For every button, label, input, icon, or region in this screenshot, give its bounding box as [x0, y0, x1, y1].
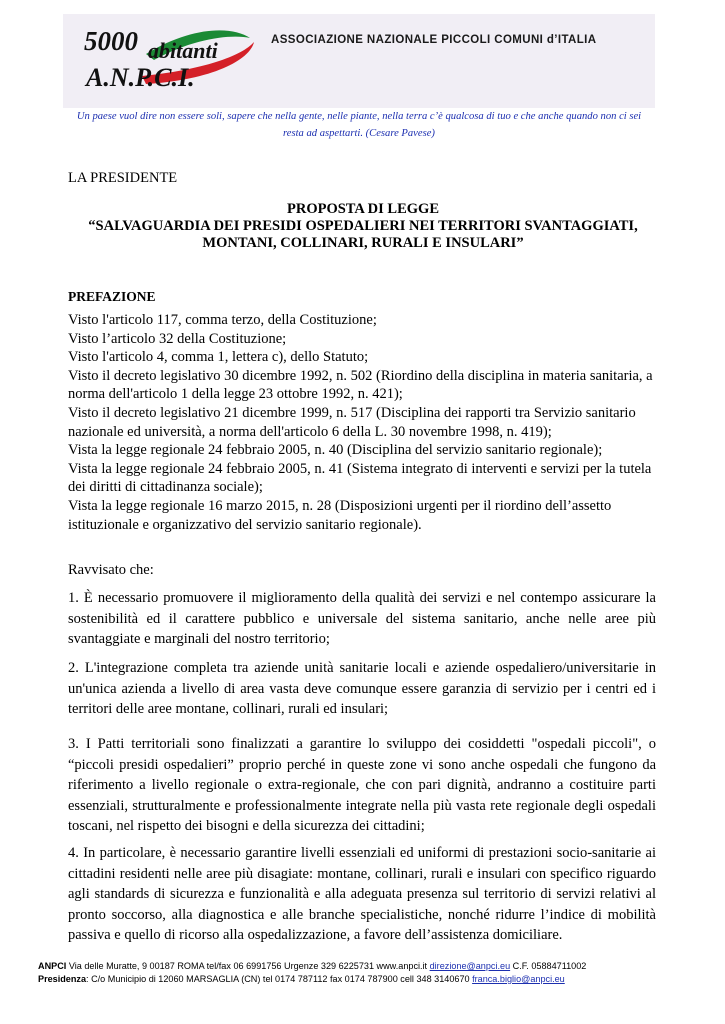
- quote-line-2: resta ad aspettarti. (Cesare Pavese): [283, 128, 435, 139]
- organization-name: ASSOCIAZIONE NAZIONALE PICCOLI COMUNI d’ITALIA: [271, 34, 597, 46]
- logo-acronym: A.N.P.C.I.: [86, 63, 195, 92]
- title-line-1: PROPOSTA DI LEGGE: [286, 201, 439, 217]
- paragraph-1: 1. È necessario promuovere il miglioramento della qualità dei servizi e nel contempo assicurare la sostenibilità ed il carattere pubblico e universale del sistema sanitario, anche nelle aree più svantaggiate e marginali del nostro territorio;: [68, 590, 656, 648]
- footer-address: Via delle Muratte, 9 00187 ROMA tel/fax 06 6991756 Urgenze 329 6225731 www.anpci.it: [66, 961, 430, 971]
- anpci-logo: [82, 20, 260, 100]
- footer-line-2: [38, 973, 698, 986]
- visto-item: Visto il decreto legislativo 21 dicembre 1999, n. 517 (Disciplina dei rapporti tra Servizio sanitario nazionale ed università, a norma dell'articolo 6 della L. 30 novembre 1998, n. 419);: [68, 404, 636, 440]
- visto-item: Vista la legge regionale 24 febbraio 2005, n. 41 (Sistema integrato di interventi e servizi per la tutela dei diritti di cittadinanza sociale);: [68, 460, 652, 496]
- header-quote: [63, 108, 655, 142]
- footer-tax-code: C.F. 05884711002: [510, 961, 587, 971]
- footer-presidenza-contacts: : C/o Municipio di 12060 MARSAGLIA (CN) tel 0174 787112 fax 0174 787900 cell 348 3140670: [86, 974, 473, 984]
- title-line-3: MONTANI, COLLINARI, RURALI E INSULARI”: [202, 235, 524, 251]
- visto-item: Visto l'articolo 4, comma 1, lettera c), dello Statuto;: [68, 349, 369, 366]
- footer-line-1: [38, 960, 698, 973]
- visto-list: [68, 311, 658, 534]
- paragraph-3: 3. I Patti territoriali sono finalizzati a garantire lo sviluppo dei cosiddetti "ospedali piccoli", o “piccoli presidi ospedalieri” proprio perché in queste zone vi sono anche ospedali che fungono da riferimento a livello regionale o extra-regionale, che con pari dignità, andranno a costituire parti essenziali, strutturalmente e professionalmente integrate nella più vasta rete regionale degli ospedali toscani, nel rispetto dei bisogni e della sicurezza dei cittadini;: [68, 736, 656, 835]
- visto-item: Vista la legge regionale 24 febbraio 2005, n. 40 (Disciplina del servizio sanitario regionale);: [68, 442, 603, 459]
- paragraph-4: 4. In particolare, è necessario garantire livelli essenziali ed uniformi di prestazioni socio-sanitarie ai cittadini residenti nelle aree più disagiate: montane, collinari, rurali e insulari con specifico riguardo agli standards di sicurezza e funzionalità e alla adeguata presenza sul territorio di servizi relativi al pronto soccorso, alla diagnostica e alle branche specialistiche, nonché ridurre l’indice di mobilità passiva e quello di ricorso alla ospedalizzazione, a favore dell’assistenza domiciliare.: [68, 845, 656, 944]
- footer-presidenza-label: Presidenza: [38, 974, 87, 984]
- quote-line-1: Un paese vuol dire non essere soli, sapere che nella gente, nelle piante, nella terra c’è qualcosa di tuo e che anche quando non ci sei: [76, 111, 642, 122]
- visto-item: Visto l’articolo 32 della Costituzione;: [68, 330, 287, 347]
- footer: [38, 960, 698, 986]
- visto-item: Visto il decreto legislativo 30 dicembre 1992, n. 502 (Riordino della disciplina in materia sanitaria, a norma dell'articolo 1 della legge 23 ottobre 1992, n. 421);: [68, 367, 653, 403]
- paragraph-2: 2. L'integrazione completa tra aziende unità sanitarie locali e aziende ospedaliero/universitarie in un'unica azienda a livello di area vasta deve comunque essere garanzia di servizio per i centri ed i territori delle aree montane, collinari, rurali ed insulari;: [68, 660, 656, 718]
- document-title: [63, 201, 663, 252]
- footer-email-direzione[interactable]: direzione@anpci.eu: [429, 961, 511, 971]
- footer-anpci-label: ANPCI: [38, 961, 67, 971]
- logo-number: 5000: [84, 26, 138, 56]
- ravvisato-heading: Ravvisato che:: [68, 562, 154, 578]
- visto-item: Vista la legge regionale 16 marzo 2015, n. 28 (Disposizioni urgenti per il riordino dell’assetto istituzionale e organizzativo del servizio sanitario regionale).: [68, 497, 612, 533]
- prefazione-heading: PREFAZIONE: [68, 289, 156, 304]
- president-label: LA PRESIDENTE: [68, 170, 178, 186]
- title-line-2: “SALVAGUARDIA DEI PRESIDI OSPEDALIERI NEI TERRITORI SVANTAGGIATI,: [88, 218, 638, 234]
- visto-item: Visto l'articolo 117, comma terzo, della Costituzione;: [68, 312, 377, 328]
- logo-word: abitanti: [148, 38, 218, 63]
- footer-email-presidenza[interactable]: franca.biglio@anpci.eu: [472, 974, 565, 984]
